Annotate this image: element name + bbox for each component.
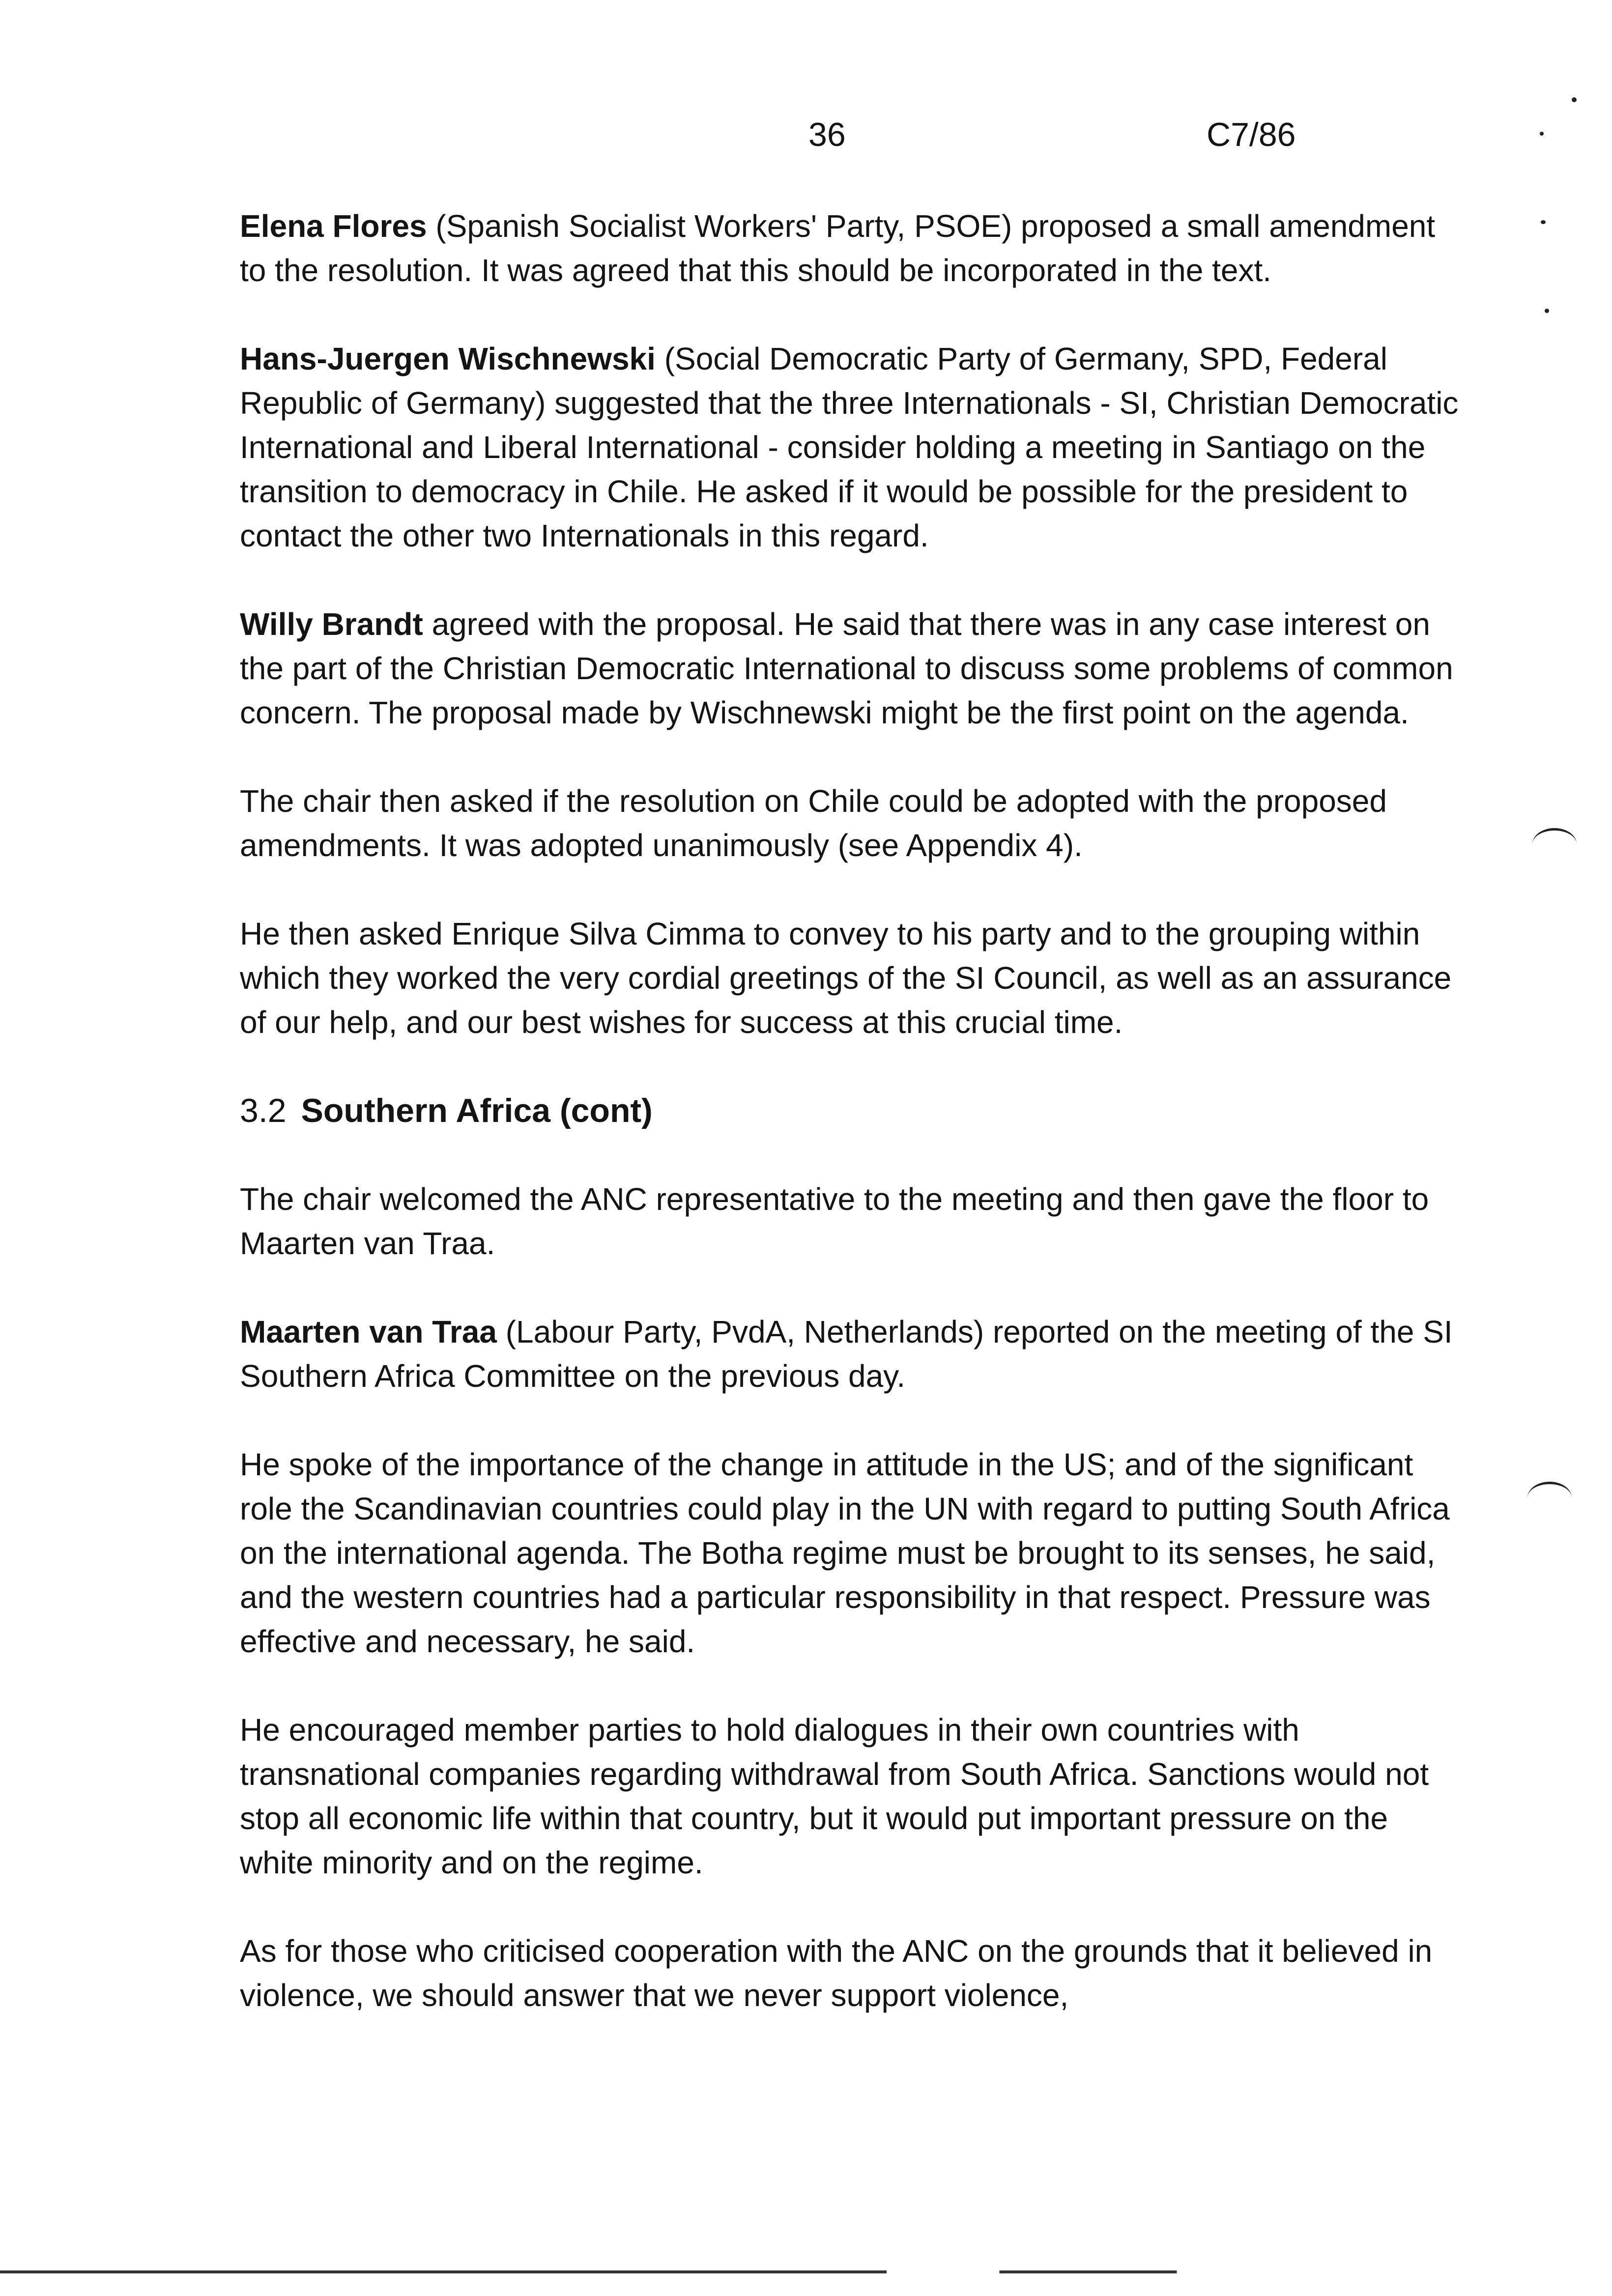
paragraph-silva-cimma xyxy=(240,912,1459,1044)
document-code: C7/86 xyxy=(1207,116,1296,153)
paragraph-text: As for those who criticised cooperation with the ANC on the grounds that it believed in violence, we should answer that we never support violence, xyxy=(240,1933,1433,2013)
document-body xyxy=(240,204,1459,2062)
paragraph-us-attitude xyxy=(240,1442,1459,1664)
scan-speck xyxy=(1545,309,1549,313)
page-header xyxy=(0,115,1612,160)
paragraph-text: agreed with the proposal. He said that there was in any case interest on the part of the Christian Democratic International to discuss some problems of common concern. The proposal made by Wischnewski might be the first point on the agenda. xyxy=(240,606,1453,730)
paragraph-text: (Social Democratic Party of Germany, SPD, Federal Republic of Germany) suggested that the three Internationals - SI, Christian Democratic International and Liberal International - consider holding a meeting in Santiago on the transition to democracy in Chile. He asked if it would be possible for the president to contact the other two Internationals in this regard. xyxy=(240,341,1459,553)
scan-speck xyxy=(1540,132,1544,136)
paragraph-wischnewski xyxy=(240,337,1459,558)
bottom-rule xyxy=(0,2270,1612,2273)
scan-arc-mark xyxy=(1532,828,1577,860)
paragraph-text: (Spanish Socialist Workers' Party, PSOE) proposed a small amendment to the resolution. It was agreed that this should be incorporated in the text. xyxy=(240,208,1436,288)
scan-speck xyxy=(1541,220,1546,224)
paragraph-text: The chair welcomed the ANC representative to the meeting and then gave the floor to Maarten van Traa. xyxy=(240,1181,1429,1261)
paragraph-flores xyxy=(240,204,1459,292)
speaker-name: Willy Brandt xyxy=(240,606,423,642)
section-number: 3.2 xyxy=(240,1092,287,1129)
paragraph-violence xyxy=(240,1929,1459,2017)
paragraph-text: He encouraged member parties to hold dialogues in their own countries with transnational companies regarding withdrawal from South Africa. Sanctions would not stop all economic life within that country, but it would put important pressure on the white minority and on the regime. xyxy=(240,1712,1429,1880)
section-heading xyxy=(240,1089,1459,1133)
paragraph-text: (Labour Party, PvdA, Netherlands) reported on the meeting of the SI Southern Africa Committee on the previous day. xyxy=(240,1314,1453,1394)
page-number: 36 xyxy=(808,116,846,153)
paragraph-van-traa xyxy=(240,1310,1459,1398)
speaker-name: Hans-Juergen Wischnewski xyxy=(240,341,656,376)
paragraph-chair-anc xyxy=(240,1177,1459,1265)
paragraph-brandt xyxy=(240,602,1459,735)
scan-speck xyxy=(1572,97,1577,102)
paragraph-sanctions xyxy=(240,1708,1459,1885)
speaker-name: Elena Flores xyxy=(240,208,427,244)
section-title: Southern Africa (cont) xyxy=(301,1092,653,1129)
speaker-name: Maarten van Traa xyxy=(240,1314,497,1349)
paragraph-text: He then asked Enrique Silva Cimma to convey to his party and to the grouping within which they worked the very cordial greetings of the SI Council, as well as an assurance of our help, and our best wishes for success at this crucial time. xyxy=(240,916,1452,1040)
scan-arc-mark xyxy=(1527,1482,1572,1514)
paragraph-text: He spoke of the importance of the change in attitude in the US; and of the significant role the Scandinavian countries could play in the UN with regard to putting South Africa on the international agenda. The Botha regime must be brought to its senses, he said, and the western countries had a particular responsibility in that respect. Pressure was effective and necessary, he said. xyxy=(240,1447,1450,1659)
paragraph-chair-chile xyxy=(240,779,1459,867)
paragraph-text: The chair then asked if the resolution on Chile could be adopted with the proposed amendments. It was adopted unanimously (see Appendix 4). xyxy=(240,783,1387,863)
